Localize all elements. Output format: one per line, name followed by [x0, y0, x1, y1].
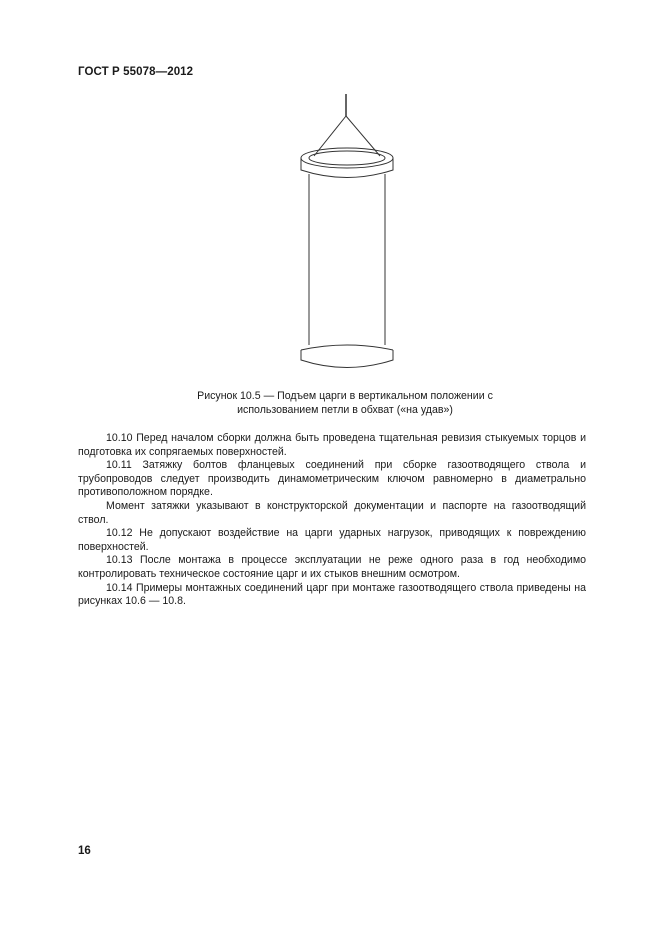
paragraph-10-14: 10.14 Примеры монтажных соединений царг при монтаже газоотводящего ствола приведены на рисунках 10.6 — 10.8.: [78, 581, 586, 608]
bottom-flange-body: [301, 350, 393, 368]
paragraph-10-11: 10.11 Затяжку болтов фланцевых соединений при сборке газоотводящего ствола и трубопроводов следует производить динамометрическим ключом равномерно в диаметрально противоположном порядке.: [78, 459, 586, 499]
paragraph-10-12: 10.12 Не допускают воздействие на царги ударных нагрузок, приводящих к повреждению поверхностей.: [78, 527, 586, 553]
bottom-flange-top: [301, 345, 393, 350]
page-number: 16: [78, 845, 91, 857]
paragraph-tightening-torque: Момент затяжки указывают в конструкторской документации и паспорте на газоотводящий ствол.: [78, 499, 586, 526]
paragraph-10-13: 10.13 После монтажа в процессе эксплуатации не реже одного раза в год необходимо контролировать техническое состояние царг и их стыков внешним осмотром.: [78, 554, 586, 580]
figure-caption: [150, 390, 540, 417]
document-standard-id: ГОСТ Р 55078—2012: [78, 66, 194, 78]
figure-caption-line-2: использованием петли в обхват («на удав»): [237, 403, 453, 416]
pipe-section-lifting-figure: [290, 92, 410, 372]
paragraph-10-10: 10.10 Перед началом сборки должна быть проведена тщательная ревизия стыкуемых торцов и подготовка их сопрягаемых поверхностей.: [78, 432, 586, 458]
top-flange-inner: [309, 151, 385, 165]
figure-caption-line-1: Рисунок 10.5 — Подъем царги в вертикальном положении с: [197, 390, 493, 402]
body-text: [78, 432, 586, 609]
